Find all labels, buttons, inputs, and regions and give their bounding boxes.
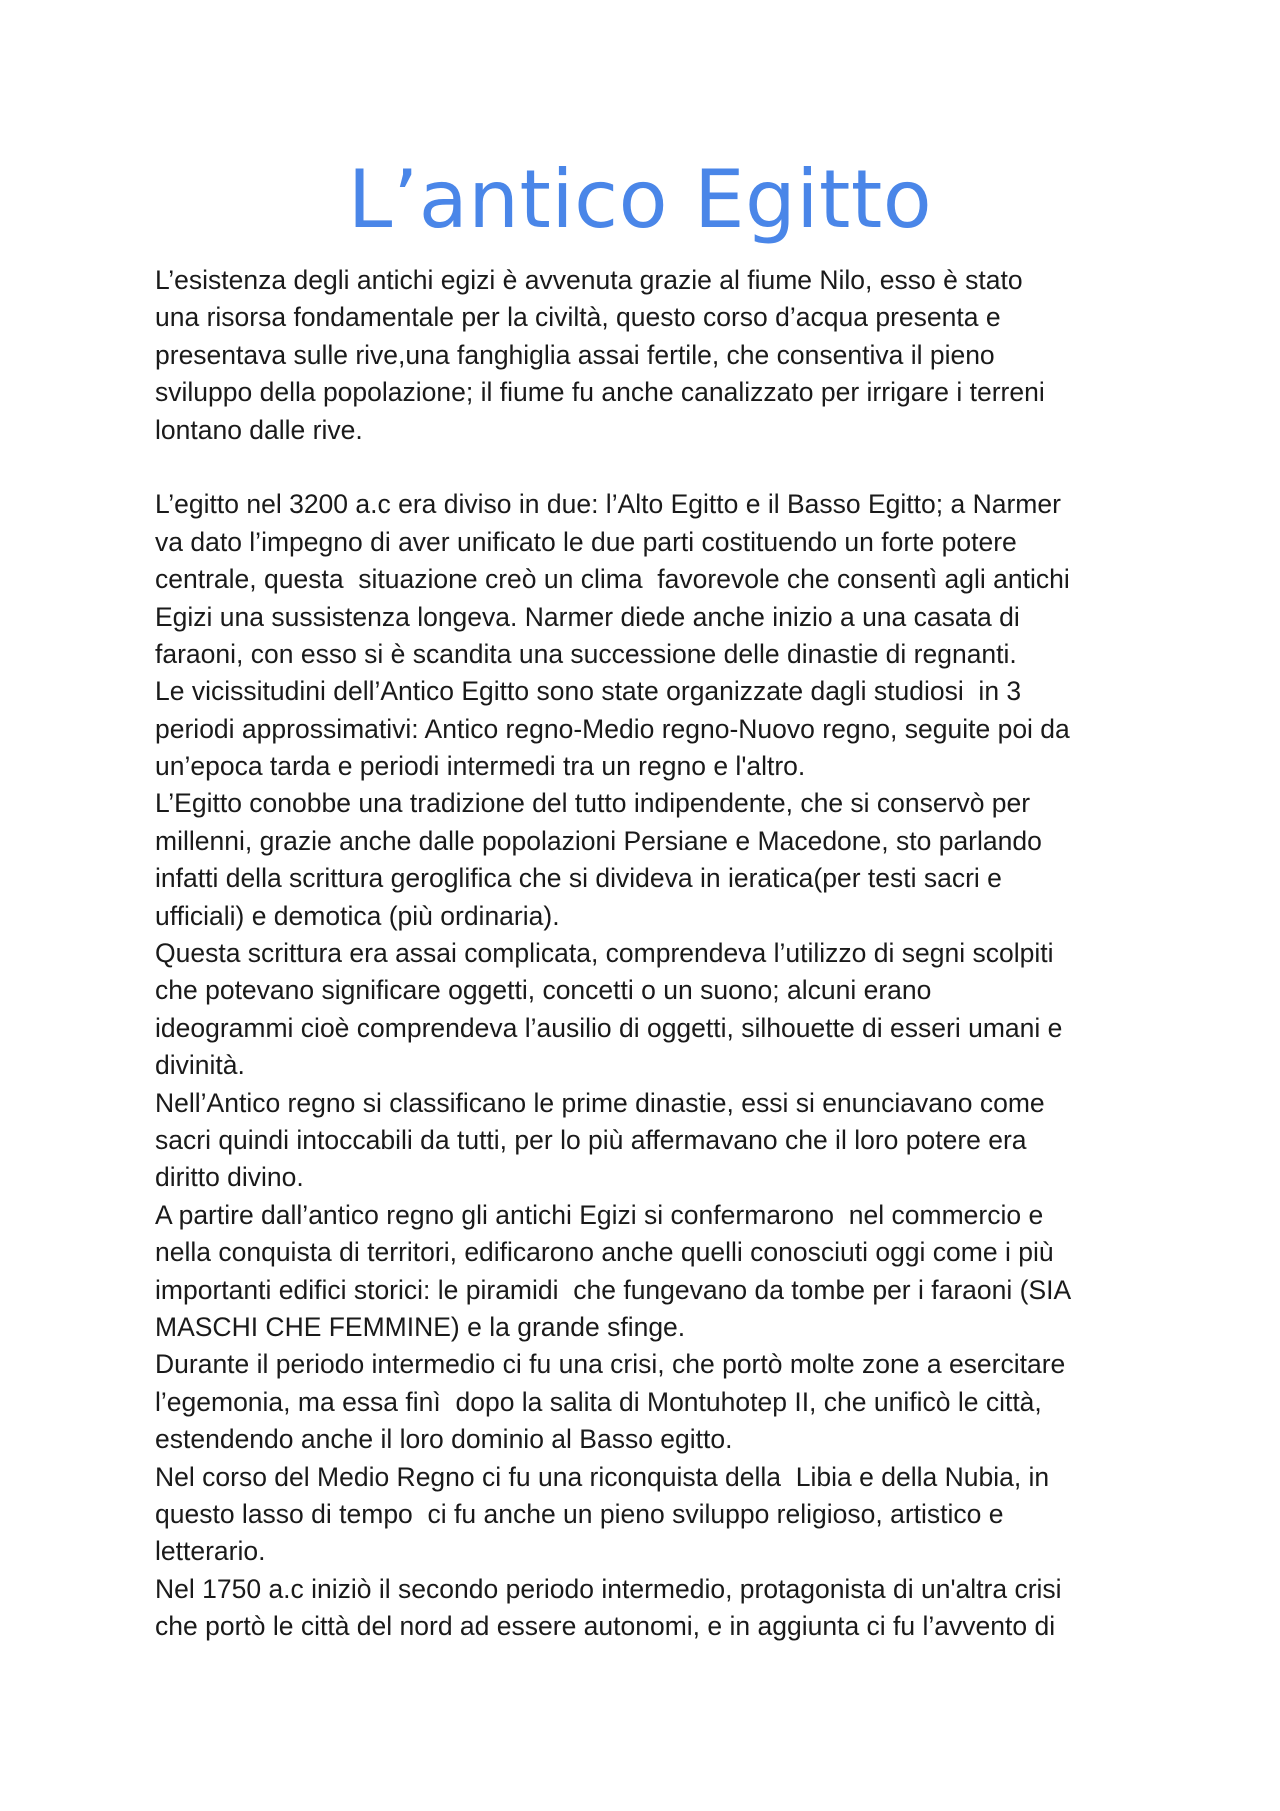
text-line: un’epoca tarda e periodi intermedi tra un regno e l'altro.: [155, 751, 806, 782]
text-line: Nel corso del Medio Regno ci fu una riconquista della Libia e della Nubia, in: [155, 1461, 1050, 1492]
text-line: centrale, questa situazione creò un clima favorevole che consentì agli antichi: [155, 564, 1070, 595]
text-line: lontano dalle rive.: [155, 414, 363, 445]
text-line: estendendo anche il loro dominio al Basso egitto.: [155, 1424, 733, 1455]
page-title: L’antico Egitto: [347, 153, 933, 246]
text-line: che portò le città del nord ad essere autonomi, e in aggiunta ci fu l’avvento di: [155, 1611, 1056, 1642]
text-line: Questa scrittura era assai complicata, comprendeva l’utilizzo di segni scolpiti: [155, 938, 1054, 969]
text-line: periodi approssimativi: Antico regno-Medio regno-Nuovo regno, seguite poi da: [155, 713, 1070, 744]
text-line: Durante il periodo intermedio ci fu una crisi, che portò molte zone a esercitare: [155, 1349, 1066, 1380]
text-line: L’esistenza degli antichi egizi è avvenuta grazie al fiume Nilo, esso è stato: [155, 265, 1023, 295]
text-line: che potevano significare oggetti, concetti o un suono; alcuni erano: [155, 975, 932, 1006]
document-body: [155, 262, 1155, 1645]
text-line: millenni, grazie anche dalle popolazioni Persiane e Macedone, sto parlando: [155, 825, 1042, 856]
text-line: L’egitto nel 3200 a.c era diviso in due: l’Alto Egitto e il Basso Egitto; a Narmer: [155, 489, 1061, 520]
text-line: MASCHI CHE FEMMINE) e la grande sfinge.: [155, 1311, 686, 1342]
text-line: una risorsa fondamentale per la civiltà, questo corso d’acqua presenta e: [155, 302, 1001, 333]
text-line: A partire dall’antico regno gli antichi Egizi si confermarono nel commercio e: [155, 1199, 1044, 1230]
text-line: questo lasso di tempo ci fu anche un pieno sviluppo religioso, artistico e: [155, 1498, 1004, 1529]
text-line: ideogrammi cioè comprendeva l’ausilio di oggetti, silhouette di esseri umani e: [155, 1012, 1063, 1043]
text-line: sviluppo della popolazione; il fiume fu anche canalizzato per irrigare i terreni: [155, 377, 1045, 408]
text-line: l’egemonia, ma essa finì dopo la salita di Montuhotep II, che unificò le città,: [155, 1386, 1042, 1417]
text-line: Nell’Antico regno si classificano le prime dinastie, essi si enunciavano come: [155, 1087, 1045, 1118]
text-line: sacri quindi intoccabili da tutti, per lo più affermavano che il loro potere era: [155, 1124, 1027, 1155]
text-line: nella conquista di territori, edificarono anche quelli conosciuti oggi come i più: [155, 1237, 1054, 1268]
text-line: presentava sulle rive,una fanghiglia assai fertile, che consentiva il pieno: [155, 339, 995, 370]
blank-line: [155, 449, 1155, 486]
text-line: Nel 1750 a.c iniziò il secondo periodo intermedio, protagonista di un'altra crisi: [155, 1573, 1062, 1604]
text-line: letterario.: [155, 1536, 266, 1567]
text-line: ufficiali) e demotica (più ordinaria).: [155, 900, 560, 931]
text-line: faraoni, con esso si è scandita una successione delle dinastie di regnanti.: [155, 638, 1017, 669]
text-line: importanti edifici storici: le piramidi che fungevano da tombe per i faraoni (SIA: [155, 1274, 1072, 1305]
text-line: divinità.: [155, 1050, 245, 1081]
text-line: infatti della scrittura geroglifica che si divideva in ieratica(per testi sacri e: [155, 863, 1002, 894]
text-line: Le vicissitudini dell’Antico Egitto sono state organizzate dagli studiosi in 3: [155, 676, 1022, 707]
text-line: diritto divino.: [155, 1162, 304, 1193]
text-line: L’Egitto conobbe una tradizione del tutto indipendente, che si conservò per: [155, 788, 1031, 819]
text-line: Egizi una sussistenza longeva. Narmer diede anche inizio a una casata di: [155, 601, 1020, 632]
text-line: va dato l’impegno di aver unificato le due parti costituendo un forte potere: [155, 526, 1017, 557]
